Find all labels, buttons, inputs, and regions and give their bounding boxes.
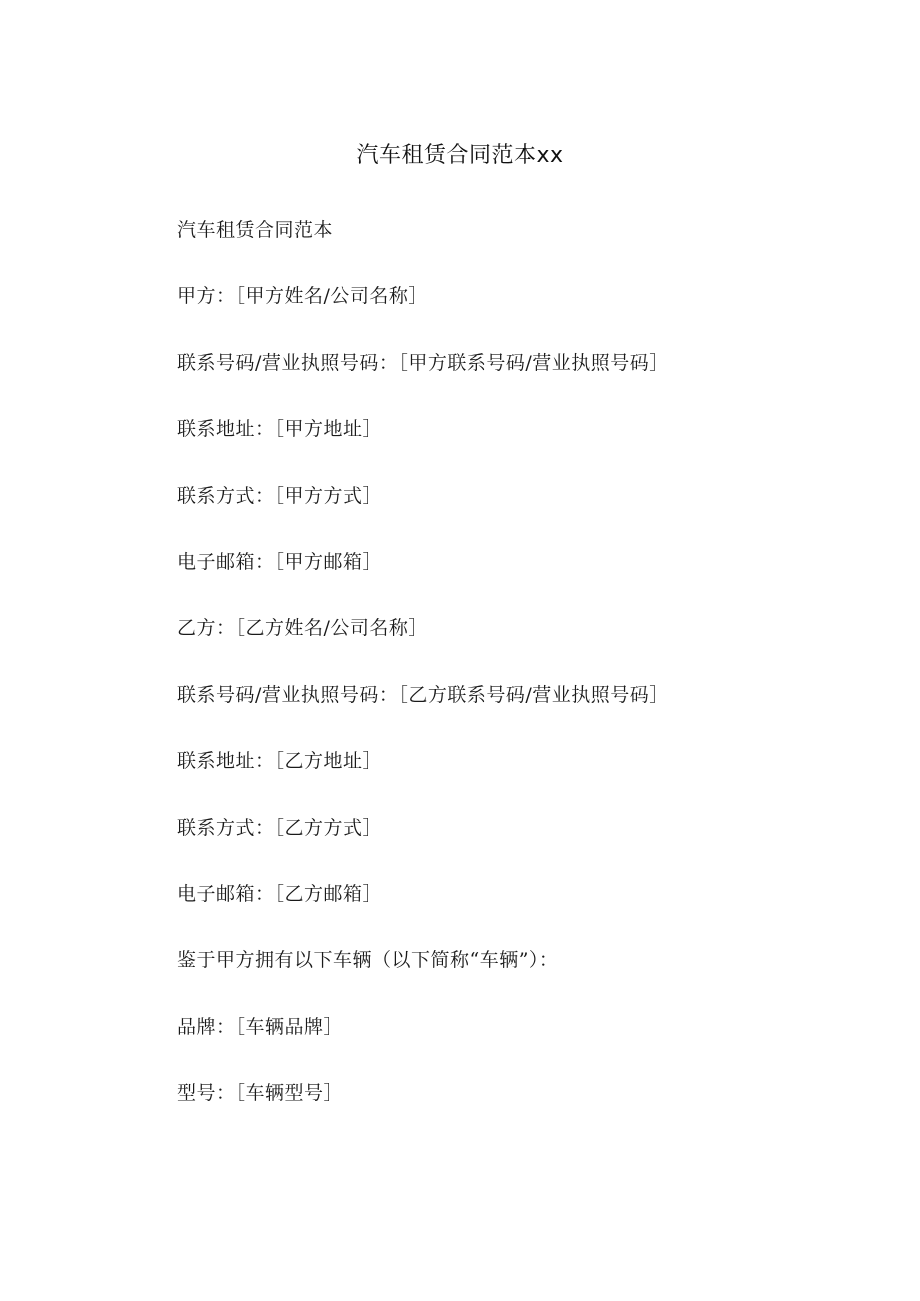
vehicle-intro-line: 鉴于甲方拥有以下车辆（以下简称“车辆”）： bbox=[177, 949, 559, 972]
document-title: 汽车租赁合同范本xx bbox=[356, 143, 564, 168]
party-b-email-line: 电子邮箱：［乙方邮箱］ bbox=[177, 882, 383, 905]
party-a-email-line: 电子邮箱：［甲方邮箱］ bbox=[177, 550, 383, 573]
party-b-address-line: 联系地址：［乙方地址］ bbox=[177, 750, 383, 773]
vehicle-brand-line: 品牌：［车辆品牌］ bbox=[177, 1015, 344, 1038]
vehicle-model-line: 型号：［车辆型号］ bbox=[177, 1082, 344, 1105]
subtitle-line: 汽车租赁合同范本 bbox=[177, 219, 334, 241]
party-b-contact-line: 联系方式：［乙方方式］ bbox=[177, 816, 383, 839]
party-b-license-line: 联系号码/营业执照号码：［乙方联系号码/营业执照号码］ bbox=[177, 683, 669, 706]
party-a-address-line: 联系地址：［甲方地址］ bbox=[177, 418, 383, 441]
party-a-license-line: 联系号码/营业执照号码：［甲方联系号码/营业执照号码］ bbox=[177, 351, 669, 374]
party-a-name-line: 甲方：［甲方姓名/公司名称］ bbox=[177, 285, 428, 308]
party-a-contact-line: 联系方式：［甲方方式］ bbox=[177, 484, 383, 507]
document-body bbox=[177, 216, 877, 1145]
party-b-name-line: 乙方：［乙方姓名/公司名称］ bbox=[177, 617, 428, 640]
